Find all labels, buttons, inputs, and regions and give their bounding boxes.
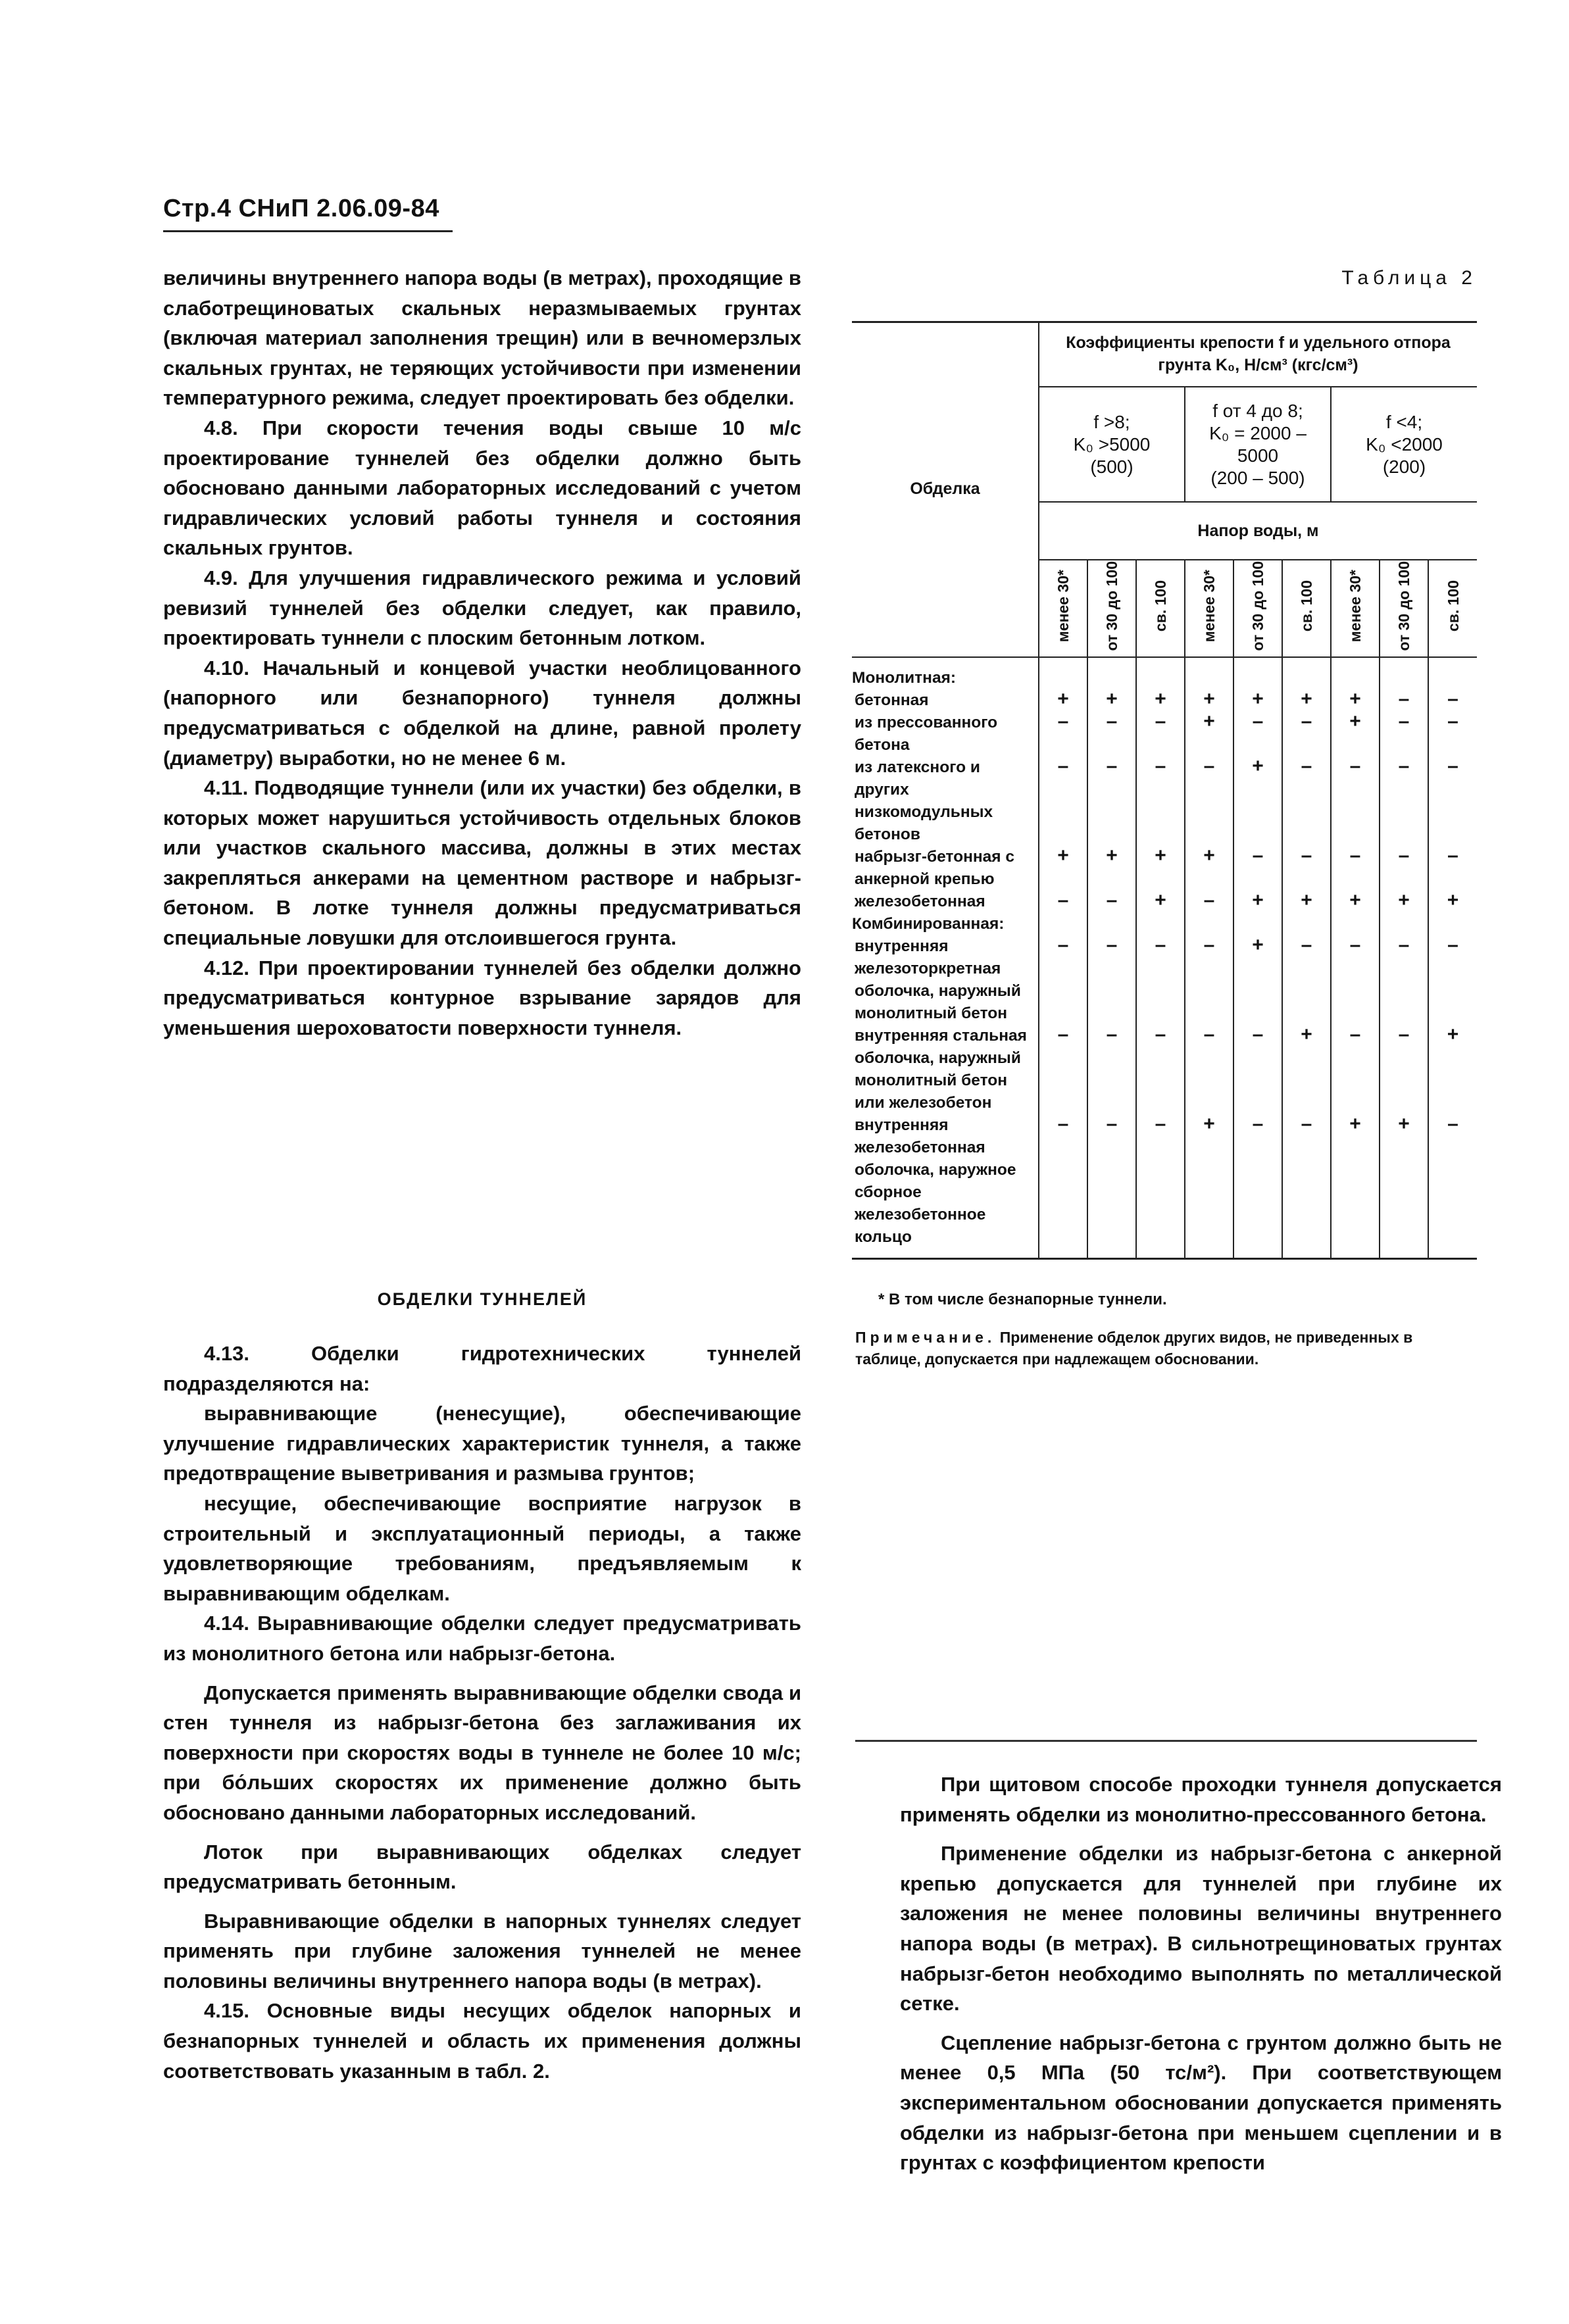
cell-value: – <box>1087 891 1136 913</box>
cell-value: + <box>1233 689 1282 712</box>
header-coefficients: Коэффициенты крепости f и удельного отпора грунта K₀, Н/см³ (кгс/см³) <box>1039 321 1477 387</box>
cell-value: – <box>1233 712 1282 756</box>
row-label: набрызг-бетонная с анкерной крепью <box>855 848 1015 888</box>
cell-value: – <box>1233 1025 1282 1114</box>
table-note <box>855 1327 1480 1370</box>
cell-value: + <box>1136 846 1185 891</box>
row-label: внутренняя стальная оболочка, наружный монолитный бетон или железобетон <box>855 1027 1027 1112</box>
table-row <box>852 891 1477 913</box>
cell-value: – <box>1331 846 1380 891</box>
cell-value: – <box>1185 1025 1233 1114</box>
cell-value: – <box>1380 935 1428 1025</box>
cell-value: + <box>1039 689 1087 712</box>
row-label: железобетонная <box>855 893 985 910</box>
sub-4: менее 30* <box>1185 560 1233 657</box>
cell-value: – <box>1380 756 1428 846</box>
cell-value: – <box>1428 1114 1477 1249</box>
cell-value: + <box>1087 689 1136 712</box>
cell-value: + <box>1136 689 1185 712</box>
group-3-line-2: K₀ <2000 <box>1366 433 1443 455</box>
cell-value: – <box>1185 935 1233 1025</box>
table-row <box>852 756 1477 846</box>
cell-value: – <box>1039 935 1087 1025</box>
header-group-3 <box>1331 387 1477 502</box>
table-row <box>852 846 1477 891</box>
table-row <box>852 712 1477 756</box>
note-label: Примечание. <box>855 1329 996 1346</box>
rows-combined <box>852 935 1477 1249</box>
table-body <box>852 657 1477 689</box>
row-label: из прессованного бетона <box>855 714 998 754</box>
cell-value: – <box>1331 756 1380 846</box>
paragraph-shotcrete: Допускается применять выравнивающие обделки свода и стен туннеля из набрызг-бетона без заглаживания их поверхности при скоростях воды в туннеле не более 10 м/с; при бо́льших скоростях их применение должно быть обосновано данными лабораторных исследований. <box>163 1681 801 1824</box>
row-label: бетонная <box>855 691 929 709</box>
table-caption: Таблица 2 <box>1341 267 1477 289</box>
paragraph-4-13: 4.13. Обделки гидротехнических туннелей подразделяются на: <box>163 1342 801 1395</box>
cell-value: – <box>1185 891 1233 913</box>
paragraph-bearing: несущие, обеспечивающие восприятие нагрузок в строительный и эксплуатационный периоды, а также удовлетворяющие требованиям, предъявляемым к выравнивающим обделкам. <box>163 1491 801 1605</box>
group-3-line-1: f <4; <box>1385 411 1423 432</box>
paragraph-4-15: 4.15. Основные виды несущих обделок напорных и безнапорных туннелей и область их применения должны соответствовать указанным в табл. 2. <box>163 1999 801 2083</box>
cell-value: – <box>1185 756 1233 846</box>
cell-value: – <box>1380 1025 1428 1114</box>
row-label: внутренняя железоторкретная оболочка, наружный монолитный бетон <box>855 937 1021 1022</box>
group-2-line-1: f от 4 до 8; <box>1212 400 1303 421</box>
sub-2: от 30 до 100 <box>1087 560 1136 657</box>
cell-value: – <box>1331 1025 1380 1114</box>
cell-value: – <box>1380 712 1428 756</box>
cell-value: – <box>1039 712 1087 756</box>
sub-9: св. 100 <box>1428 560 1477 657</box>
cell-value: + <box>1331 1114 1380 1249</box>
group-combined: Комбинированная: <box>852 915 1005 933</box>
header-obdelka: Обделка <box>852 321 1039 657</box>
cell-value: – <box>1087 1114 1136 1249</box>
note-text: Применение обделок других видов, не приведенных в таблице, допускается при надлежащем обосновании. <box>855 1329 1413 1368</box>
paragraph-4-14: 4.14. Выравнивающие обделки следует предусматривать из монолитного бетона или набрызг-бетона. <box>163 1612 801 1665</box>
paragraph-tray: Лоток при выравнивающих обделках следует предусматривать бетонным. <box>163 1840 801 1894</box>
cell-value: – <box>1136 712 1185 756</box>
group-3-line-3: (200) <box>1382 456 1426 477</box>
left-column <box>163 263 801 1043</box>
cell-value: + <box>1331 689 1380 712</box>
cell-value: + <box>1428 1025 1477 1114</box>
cell-value: – <box>1136 1025 1185 1114</box>
rows-monolithic <box>852 689 1477 913</box>
sub-1: менее 30* <box>1039 560 1087 657</box>
sub-5: от 30 до 100 <box>1233 560 1282 657</box>
cell-value: + <box>1185 689 1233 712</box>
cell-value: – <box>1136 756 1185 846</box>
table-row <box>852 1025 1477 1114</box>
page-header: Стр.4 СНиП 2.06.09-84 <box>163 195 439 222</box>
cell-value: – <box>1039 756 1087 846</box>
section-divider <box>855 1740 1477 1742</box>
cell-value: – <box>1233 1114 1282 1249</box>
group-2-line-2: K₀ = 2000 – <box>1209 422 1307 443</box>
group-2-line-3: 5000 <box>1237 445 1279 466</box>
left-column-lower <box>163 1339 801 2086</box>
cell-value: + <box>1233 891 1282 913</box>
cell-value: + <box>1380 891 1428 913</box>
table-2 <box>852 321 1477 1258</box>
cell-value: – <box>1136 1114 1185 1249</box>
cell-value: – <box>1087 935 1136 1025</box>
cell-value: – <box>1282 1114 1331 1249</box>
cell-value: + <box>1087 846 1136 891</box>
cell-value: – <box>1087 1025 1136 1114</box>
header-water-head: Напор воды, м <box>1039 502 1477 560</box>
cell-value: – <box>1282 712 1331 756</box>
cell-value: – <box>1428 846 1477 891</box>
cell-value: + <box>1331 712 1380 756</box>
cell-value: – <box>1428 756 1477 846</box>
right-column <box>900 1769 1502 2178</box>
cell-value: – <box>1136 935 1185 1025</box>
cell-value: + <box>1282 1025 1331 1114</box>
cell-value: – <box>1282 756 1331 846</box>
cell-value: – <box>1428 689 1477 712</box>
cell-value: – <box>1039 1114 1087 1249</box>
cell-value: + <box>1233 756 1282 846</box>
table-row <box>852 935 1477 1025</box>
paragraph-4-10: 4.10. Начальный и концевой участки необлицованного (напорного или безнапорного) туннеля должны предусматриваться с обделкой на длине, равной пролету (диаметру) выработки, но не менее 6 м. <box>163 656 801 770</box>
sub-6: св. 100 <box>1282 560 1331 657</box>
cell-value: + <box>1380 1114 1428 1249</box>
cell-value: – <box>1039 891 1087 913</box>
cell-value: – <box>1428 935 1477 1025</box>
cell-value: + <box>1039 846 1087 891</box>
group-1-line-2: K₀ >5000 <box>1073 433 1151 455</box>
cell-value: – <box>1428 712 1477 756</box>
cell-value: + <box>1233 935 1282 1025</box>
table-row <box>852 689 1477 712</box>
paragraph-continuation: величины внутреннего напора воды (в метрах), проходящие в слаботрещиноватых скальных неразмываемых грунтах (включая материал заполнения трещин) или в вечномерзлых скальных грунтах, не теряющих устойчивости при изменении температурного режима, следует проектировать без обделки. <box>163 266 801 410</box>
paragraph-levelling: выравнивающие (ненесущие), обеспечивающие улучшение гидравлических характеристик туннеля, а также предотвращение выветривания и размыва грунтов; <box>163 1402 801 1485</box>
cell-value: – <box>1039 1025 1087 1114</box>
cell-value: – <box>1380 689 1428 712</box>
paragraph-shield: При щитовом способе проходки туннеля допускается применять обделки из монолитно-прессованного бетона. <box>900 1773 1502 1826</box>
sub-3: св. 100 <box>1136 560 1185 657</box>
table-bottom-rule <box>852 1258 1477 1260</box>
paragraph-4-12: 4.12. При проектировании туннелей без обделки должно предусматриваться контурное взрывание зарядов для уменьшения шероховатости поверхности туннеля. <box>163 956 801 1039</box>
sub-7: менее 30* <box>1331 560 1380 657</box>
row-label: из латексного и других низкомодульных бетонов <box>855 758 993 843</box>
header-group-1 <box>1039 387 1185 502</box>
cell-value: + <box>1282 891 1331 913</box>
table-row <box>852 1114 1477 1249</box>
group-2-line-4: (200 – 500) <box>1210 467 1305 488</box>
cell-value: + <box>1185 846 1233 891</box>
cell-value: – <box>1087 712 1136 756</box>
paragraph-4-8: 4.8. При скорости течения воды свыше 10 м/с проектирование туннелей без обделки должно быть обосновано данными лабораторных исследований с учетом гидравлических условий работы туннеля и состояния скальных грунтов. <box>163 416 801 560</box>
sub-8: от 30 до 100 <box>1380 560 1428 657</box>
group-1-line-3: (500) <box>1090 456 1133 477</box>
section-heading: ОБДЕЛКИ ТУННЕЛЕЙ <box>377 1289 587 1309</box>
cell-value: – <box>1282 935 1331 1025</box>
paragraph-adhesion: Сцепление набрызг-бетона с грунтом должно быть не менее 0,5 МПа (50 тс/м²). При соответствующем экспериментальном обосновании допускается применять обделки из набрызг-бетона при меньшем сцеплении и в грунтах с коэффициентом крепости <box>900 2031 1502 2175</box>
row-label: внутренняя железобетонная оболочка, наружное сборное железобетонное кольцо <box>855 1116 1016 1246</box>
header-group-2 <box>1185 387 1331 502</box>
cell-value: + <box>1185 712 1233 756</box>
paragraph-4-9: 4.9. Для улучшения гидравлического режима и условий ревизий туннелей без обделки следует, как правило, проектировать туннели с плоским бетонным лотком. <box>163 566 801 650</box>
cell-value: – <box>1331 935 1380 1025</box>
table-footnote: * В том числе безнапорные туннели. <box>878 1291 1167 1308</box>
cell-value: – <box>1282 846 1331 891</box>
group-monolithic: Монолитная: <box>852 669 957 687</box>
header-underline <box>163 230 453 232</box>
group-1-line-1: f >8; <box>1093 411 1130 432</box>
cell-value: + <box>1331 891 1380 913</box>
cell-value: – <box>1087 756 1136 846</box>
paragraph-anchor: Применение обделки из набрызг-бетона с анкерной крепью допускается для туннелей при глубине их заложения не менее половины величины внутреннего напора воды (в метрах). В сильнотрещиноватых грунтах набрызг-бетон необходимо выполнять по металлической сетке. <box>900 1842 1502 2015</box>
cell-value: + <box>1136 891 1185 913</box>
cell-value: – <box>1380 846 1428 891</box>
paragraph-pressure: Выравнивающие обделки в напорных туннелях следует применять при глубине заложения туннелей не менее половины величины внутреннего напора воды (в метрах). <box>163 1909 801 1992</box>
paragraph-4-11: 4.11. Подводящие туннели (или их участки) без обделки, в которых может нарушиться устойчивость отдельных блоков или участков скального массива, должны в этих местах закрепляться анкерами на цементном растворе и набрызг-бетоном. В лотке туннеля должны предусматриваться специальные ловушки для отслоившегося грунта. <box>163 776 801 950</box>
cell-value: – <box>1233 846 1282 891</box>
cell-value: + <box>1185 1114 1233 1249</box>
cell-value: + <box>1428 891 1477 913</box>
cell-value: + <box>1282 689 1331 712</box>
